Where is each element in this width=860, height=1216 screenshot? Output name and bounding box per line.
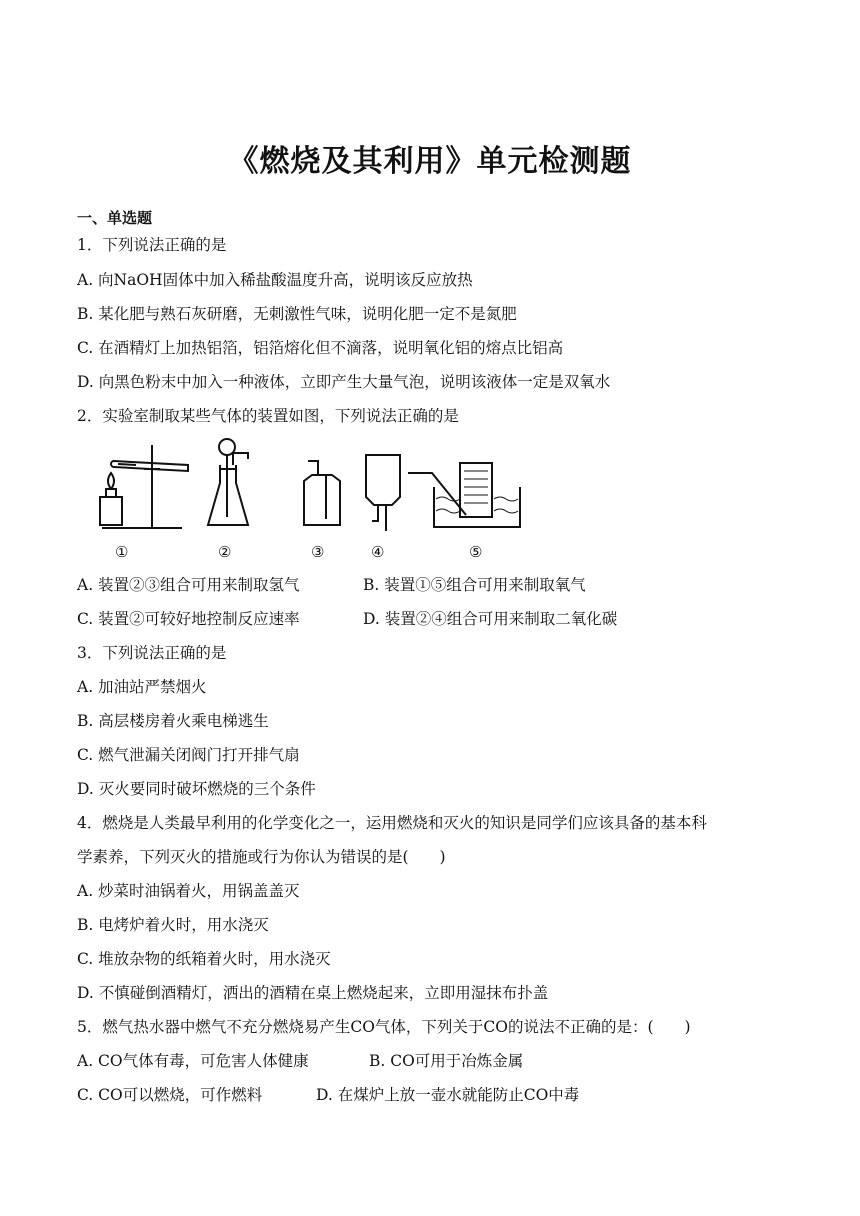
apparatus-label-4: ④ (371, 543, 385, 561)
apparatus-label-5: ⑤ (469, 543, 483, 561)
question-5-option-b: B. CO可用于冶炼金属 (369, 1052, 524, 1070)
question-4-stem-line-2: 学素养，下列灭火的措施或行为你认为错误的是( ) (77, 848, 446, 866)
question-4-stem-line-1: 4．燃烧是人类最早利用的化学变化之一，运用燃烧和灭火的知识是同学们应该具备的基本科 (77, 814, 707, 832)
apparatus-3-collection-bottle (304, 461, 340, 525)
apparatus-4-inverted-bottle (366, 455, 400, 531)
question-2-option-a: A. 装置②③组合可用来制取氢气 (77, 576, 300, 594)
question-5-option-a: A. CO气体有毒，可危害人体健康 (77, 1052, 309, 1070)
question-2-option-d: D. 装置②④组合可用来制取二氧化碳 (363, 610, 618, 628)
question-4-option-b: B. 电烤炉着火时，用水浇灭 (77, 916, 269, 934)
question-1-option-a: A. 向NaOH固体中加入稀盐酸温度升高，说明该反应放热 (77, 271, 473, 289)
apparatus-5-water-trough (408, 463, 520, 527)
question-1-option-b: B. 某化肥与熟石灰研磨，无刺激性气味，说明化肥一定不是氮肥 (77, 305, 517, 323)
question-2-option-b: B. 装置①⑤组合可用来制取氧气 (363, 576, 586, 594)
question-2-option-c: C. 装置②可较好地控制反应速率 (77, 610, 300, 628)
section-heading: 一、单选题 (77, 209, 153, 227)
question-4-option-a: A. 炒菜时油锅着火，用锅盖盖灭 (77, 882, 300, 900)
question-5-option-d: D. 在煤炉上放一壶水就能防止CO中毒 (316, 1086, 580, 1104)
question-3-option-d: D. 灭火要同时破坏燃烧的三个条件 (77, 780, 316, 798)
question-1-stem: 1．下列说法正确的是 (77, 236, 227, 254)
question-4-option-d: D. 不慎碰倒酒精灯，洒出的酒精在桌上燃烧起来，立即用湿抹布扑盖 (77, 984, 549, 1002)
apparatus-label-3: ③ (311, 543, 325, 561)
question-3-stem: 3．下列说法正确的是 (77, 644, 227, 662)
question-5-stem: 5．燃气热水器中燃气不充分燃烧易产生CO气体，下列关于CO的说法不正确的是：( ) (77, 1018, 691, 1036)
apparatus-1-heating-tube (100, 445, 188, 528)
question-1-option-d: D. 向黑色粉末中加入一种液体，立即产生大量气泡，说明该液体一定是双氧水 (77, 373, 611, 391)
question-5-option-c: C. CO可以燃烧，可作燃料 (77, 1086, 263, 1104)
apparatus-label-1: ① (115, 543, 129, 561)
page-title: 《燃烧及其利用》单元检测题 (228, 144, 632, 179)
question-4-option-c: C. 堆放杂物的纸箱着火时，用水浇灭 (77, 950, 331, 968)
question-3-option-a: A. 加油站严禁烟火 (77, 678, 207, 696)
question-3-option-b: B. 高层楼房着火乘电梯逃生 (77, 712, 269, 730)
question-3-option-c: C. 燃气泄漏关闭阀门打开排气扇 (77, 746, 300, 764)
apparatus-2-flask-funnel (208, 439, 248, 525)
question-2-stem: 2．实验室制取某些气体的装置如图，下列说法正确的是 (77, 407, 459, 425)
apparatus-label-2: ② (218, 543, 232, 561)
question-1-option-c: C. 在酒精灯上加热铝箔，铝箔熔化但不滴落，说明氧化铝的熔点比铝高 (77, 339, 564, 357)
